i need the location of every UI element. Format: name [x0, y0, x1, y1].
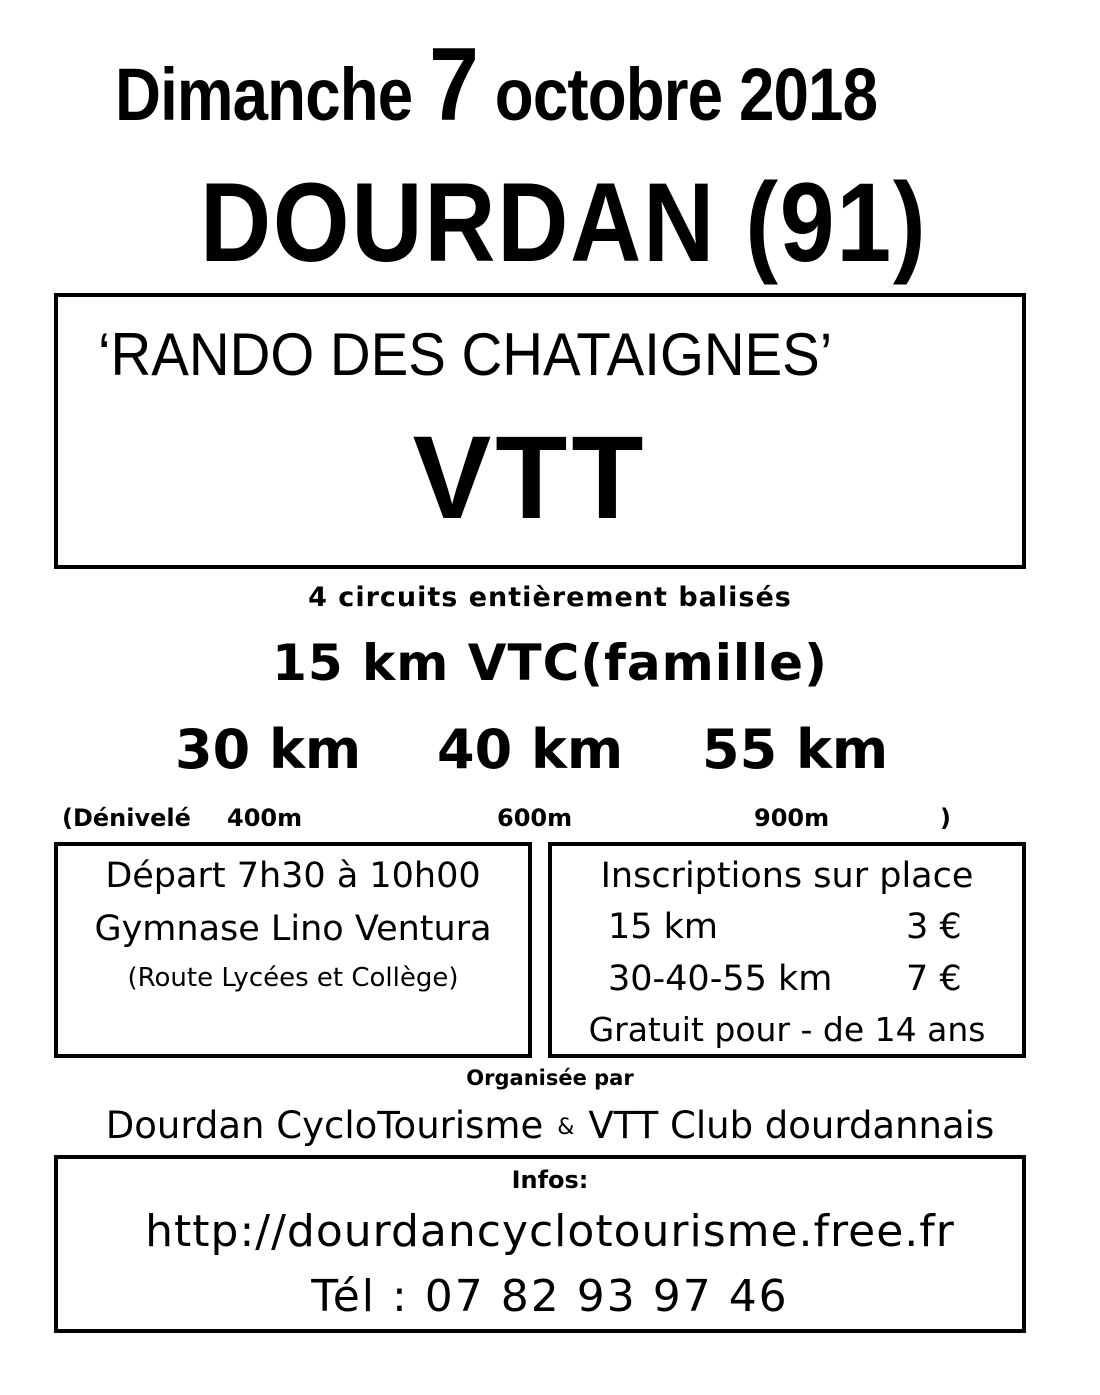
elevation-900: 900m — [754, 804, 830, 832]
event-month-year: octobre 2018 — [494, 53, 878, 136]
organized-by-label: Organisée par — [466, 1066, 634, 1090]
registration-row-label: 30-40-55 km — [608, 959, 833, 999]
organizers-line — [0, 1100, 1100, 1154]
phone-number: Tél : 07 82 93 97 46 — [311, 1271, 789, 1322]
organizer-club-2: VTT Club dourdannais — [588, 1104, 995, 1147]
elevation-400: 400m — [227, 804, 303, 832]
event-date — [115, 27, 878, 143]
departure-time: Départ 7h30 à 10h00 — [105, 856, 481, 896]
registration-row-price: 7 € — [906, 959, 962, 999]
event-name: ‘RANDO DES CHATAIGNES’ — [98, 321, 833, 388]
registration-title: Inscriptions sur place — [600, 856, 974, 896]
event-city: DOURDAN (91) — [200, 160, 928, 285]
departure-road: (Route Lycées et Collège) — [127, 963, 459, 993]
event-discipline: VTT — [412, 412, 648, 544]
event-day: Dimanche — [115, 53, 413, 136]
event-date-number: 7 — [429, 27, 478, 143]
ampersand: & — [557, 1114, 575, 1140]
family-circuit: 15 km VTC(famille) — [272, 634, 828, 692]
circuits-intro: 4 circuits entièrement balisés — [308, 582, 792, 613]
registration-row-price: 3 € — [906, 907, 962, 947]
infos-label: Infos: — [511, 1166, 589, 1194]
distance-40: 40 km — [437, 718, 624, 781]
registration-row-label: 15 km — [608, 907, 719, 947]
registration-free-note: Gratuit pour - de 14 ans — [588, 1010, 986, 1049]
elevation-600: 600m — [497, 804, 573, 832]
departure-venue: Gymnase Lino Ventura — [94, 909, 492, 949]
website-link[interactable]: http://dourdancyclotourisme.free.fr — [145, 1206, 955, 1257]
organizer-club-1: Dourdan CycloTourisme — [105, 1104, 544, 1147]
distance-30: 30 km — [175, 718, 362, 781]
elevation-label: (Dénivelé — [62, 804, 191, 832]
distance-55: 55 km — [702, 718, 889, 781]
elevation-close: ) — [940, 804, 951, 832]
